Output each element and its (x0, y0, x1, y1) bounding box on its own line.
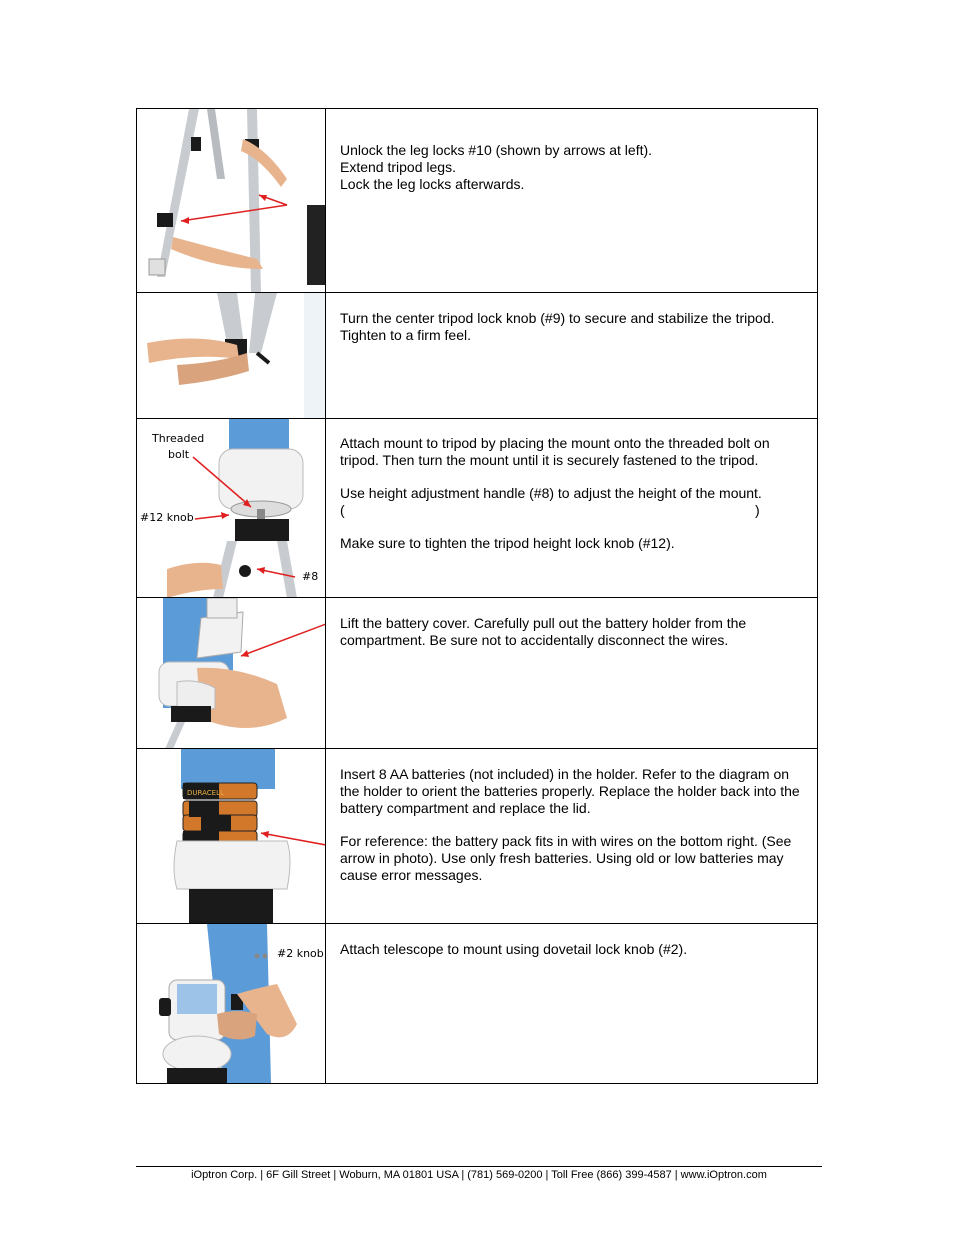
step-line: Unlock the leg locks #10 (shown by arrows at left). (340, 142, 653, 158)
step-paragraph: Make sure to tighten the tripod height lock knob (#12). (340, 535, 675, 551)
label-knob-12: #12 knob (140, 511, 194, 524)
step-paragraph: Insert 8 AA batteries (not included) in the holder. Refer to the diagram on the holder to orient the batteries properly. Replace the holder back into the battery compartment and replace the lid. (340, 766, 800, 816)
step-photo-attach-telescope (137, 924, 326, 1083)
page-footer: iOptron Corp. | 6F Gill Street | Woburn, MA 01801 USA | (781) 569-0200 | Toll Free (866) 399-4587 | www.iOptron.com (191, 1169, 767, 1181)
step-row (137, 419, 817, 598)
step-paren-line (340, 502, 810, 519)
label-handle-8: #8 (302, 570, 319, 583)
step-photo-leg-locks (137, 109, 326, 292)
step-text (340, 142, 810, 193)
step-paragraph: Attach mount to tripod by placing the mount onto the threaded bolt on tripod. Then turn the mount until it is securely fastened to the tripod. (340, 435, 770, 468)
paren-open: ( (340, 502, 345, 518)
step-text (340, 435, 810, 552)
step-row (137, 749, 817, 924)
footer-rule (136, 1166, 822, 1167)
step-line: Extend tripod legs. (340, 159, 456, 175)
label-knob-2: #2 knob (277, 947, 324, 960)
step-line: Attach telescope to mount using dovetail lock knob (#2). (340, 941, 688, 957)
paren-close: ) (755, 502, 760, 518)
step-row (137, 109, 817, 293)
step-text (340, 615, 810, 649)
step-row (137, 924, 817, 1083)
step-text (340, 941, 810, 958)
step-photo-attach-mount (137, 419, 326, 597)
step-text (340, 766, 810, 884)
step-line: Lift the battery cover. Carefully pull out the battery holder from the compartment. Be sure not to accidentally disconnect the wires. (340, 615, 747, 648)
step-row (137, 598, 817, 749)
step-photo-center-lock (137, 293, 326, 418)
label-threaded: Threaded (152, 432, 205, 445)
step-line: Turn the center tripod lock knob (#9) to secure and stabilize the tripod. Tighten to a firm feel. (340, 310, 775, 343)
label-bolt: bolt (168, 448, 190, 461)
step-paragraph: For reference: the battery pack fits in with wires on the bottom right. (See arrow in photo). Use only fresh batteries. Using old or low batteries may cause error messages. (340, 833, 792, 883)
battery-brand-text: DURACELL (187, 789, 224, 797)
step-photo-insert-batteries (137, 749, 326, 923)
step-paragraph: Use height adjustment handle (#8) to adjust the height of the mount. (340, 485, 762, 501)
step-line: Lock the leg locks afterwards. (340, 176, 525, 192)
step-photo-battery-cover (137, 598, 326, 748)
instruction-table (136, 108, 818, 1084)
step-text (340, 310, 810, 344)
step-row (137, 293, 817, 419)
